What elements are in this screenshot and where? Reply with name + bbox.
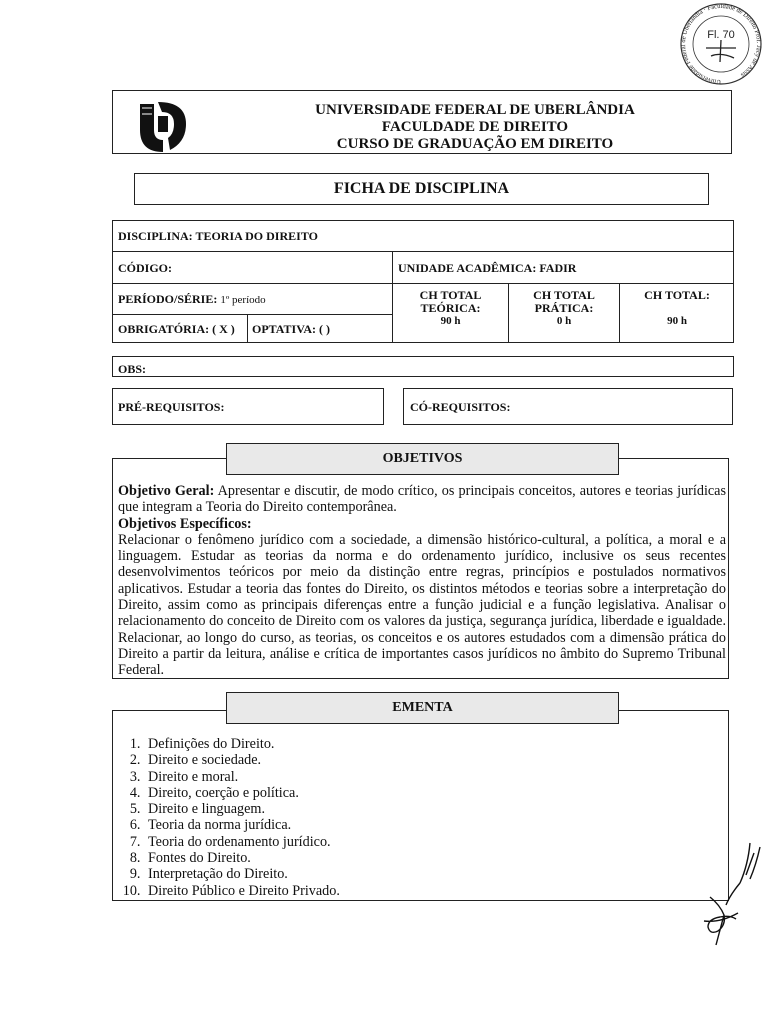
co-requisitos-label: CÓ-REQUISITOS:: [410, 400, 511, 414]
ch-total-cell: [620, 289, 734, 328]
ementa-item: 9. Interpretação do Direito.: [144, 866, 340, 882]
ch-teorica-value: 90 h: [440, 315, 461, 327]
ch-teorica-label-1: CH TOTAL: [419, 288, 482, 302]
ementa-item: 8. Fontes do Direito.: [144, 850, 340, 866]
ementa-item: 1. Definições do Direito.: [144, 736, 340, 752]
ementa-item: 7. Teoria do ordenamento jurídico.: [144, 834, 340, 850]
periodo-field: [118, 292, 266, 307]
course-name: CURSO DE GRADUAÇÃO EM DIREITO: [336, 136, 614, 152]
objetivo-geral-text: Apresentar e discutir, de modo crítico, os principais conceitos, autores e teorias jurídicas que integram a Teoria do Direito contemporânea.: [118, 483, 726, 516]
faculty-name: FACULDADE DE DIREITO: [381, 119, 569, 135]
ementa-item: 3. Direito e moral.: [144, 769, 340, 785]
ementa-item: 6. Teoria da norma jurídica.: [144, 817, 340, 833]
ementa-title: EMENTA: [226, 692, 619, 724]
ementa-list: [118, 736, 340, 899]
ch-teorica-cell: [393, 289, 508, 328]
ementa-item: 10. Direito Público e Direito Privado.: [144, 883, 340, 899]
obs-box: [112, 356, 734, 377]
ementa-item: 5. Direito e linguagem.: [144, 801, 340, 817]
ch-total-label: CH TOTAL:: [644, 288, 710, 302]
objetivo-geral: [118, 483, 726, 516]
pre-requisitos-box: [112, 388, 384, 425]
periodo-value: 1º período: [220, 294, 266, 306]
header-text: [300, 102, 650, 153]
ementa-item: 4. Direito, coerção e política.: [144, 785, 340, 801]
ch-pratica-cell: [509, 289, 619, 328]
objetivos-especificos-label: [118, 516, 726, 532]
ch-teorica-label-2: TEÓRICA:: [420, 301, 481, 315]
ch-pratica-label-1: CH TOTAL: [533, 288, 595, 302]
codigo-field: CÓDIGO:: [118, 261, 172, 275]
ch-pratica-value: 0 h: [556, 315, 572, 327]
objetivos-title: OBJETIVOS: [226, 443, 619, 475]
stamp-ring-text: Universidade Federal de Uberlândia · Faculdade de Direito Prof. Jacy de Assis: [680, 2, 763, 86]
periodo-label: PERÍODO/SÉRIE:: [118, 292, 218, 306]
university-logo: [134, 98, 192, 156]
ch-total-value: 90 h: [667, 315, 687, 327]
obs-label: OBS:: [118, 362, 147, 376]
signature: [690, 835, 766, 955]
co-requisitos-box: [403, 388, 733, 425]
ementa-item: 2. Direito e sociedade.: [144, 752, 340, 768]
objetivo-geral-label: Objetivo Geral:: [118, 483, 215, 499]
objetivos-especificos-text: Relacionar o fenômeno jurídico com a sociedade, a dimensão histórico-cultural, a política, a moral e a linguagem. Estudar as teorias da norma e do ordenamento jurídico, inclusive os seus recentes desenvolvimentos teóricos por meio da distinção entre regras, princípios e postulados normativos aplicativos. Estudar a teoria das fontes do Direito, os distintos métodos e teorias sobre a interpretação do Direito, assim como as principais diferenças entre a função judicial e a função legislativa. Analisar o relacionamento do conceito de Direito com os valores da justiça, segurança jurídica, liberdade e igualdade. Relacionar, ao longo do curso, as teorias, os conceitos e os autores estudados com a dimensão prática do Direito a partir da leitura, análise e crítica de importantes casos jurídicos no âmbito do Supremo Tribunal Federal.: [118, 531, 726, 679]
form-title: FICHA DE DISCIPLINA: [333, 180, 510, 197]
optativa-field: OPTATIVA: ( ): [252, 322, 330, 336]
disciplina-field: DISCIPLINA: TEORIA DO DIREITO: [118, 229, 318, 243]
unidade-field: UNIDADE ACADÊMICA: FADIR: [398, 261, 577, 275]
objetivos-text: [118, 483, 726, 679]
pre-requisitos-label: PRÉ-REQUISITOS:: [118, 400, 225, 414]
ch-pratica-label-2: PRÁTICA:: [534, 301, 594, 315]
form-title-box: [134, 173, 709, 205]
especificos-label: Objetivos Específicos:: [118, 515, 252, 532]
obrigatoria-field: OBRIGATÓRIA: ( X ): [118, 322, 235, 336]
university-name: UNIVERSIDADE FEDERAL DE UBERLÂNDIA: [315, 102, 635, 118]
stamp-number: Fl. 70: [707, 29, 735, 41]
university-stamp: [676, 0, 766, 88]
